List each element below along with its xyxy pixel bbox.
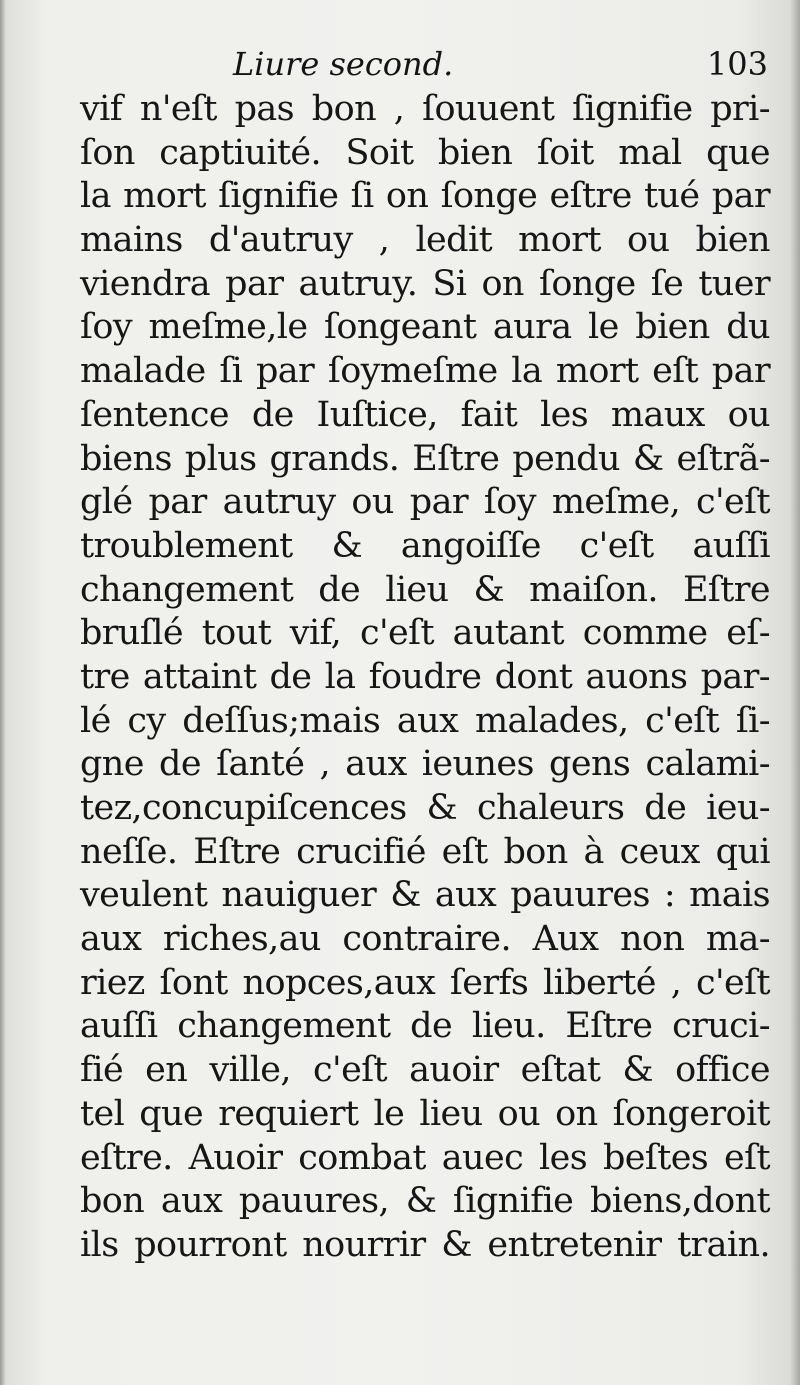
text-line: malade ſi par ſoymeſme la mort eſt par — [80, 351, 770, 392]
page-number: 103 — [706, 45, 768, 83]
text-line: riez ſont nopces,aux ſerfs liberté , c'eſt — [80, 962, 770, 1003]
text-line: ſoy meſme,le ſongeant aura le bien du — [80, 307, 770, 348]
text-line: biens plus grands. Eſtre pendu & eſtrã- — [80, 438, 770, 479]
text-line: fié en ville, c'eſt auoir eſtat & office — [80, 1050, 770, 1091]
page-edge-right — [790, 0, 800, 1385]
text-line: ils pourront nourrir & entretenir train. — [80, 1224, 770, 1265]
text-line: bruſlé tout vif, c'eſt autant comme eſ- — [80, 613, 770, 654]
text-line: lé cy deſſus;mais aux malades, c'eſt ſi- — [80, 700, 770, 741]
text-line: la mort ſignifie ſi on ſonge eſtre tué par — [80, 176, 770, 217]
text-line: tel que requiert le lieu ou on ſongeroit — [80, 1093, 770, 1134]
text-line: auſſi changement de lieu. Eſtre cruci- — [80, 1006, 770, 1047]
running-title: Liure second. — [233, 45, 454, 83]
text-line: troublement & angoiſſe c'eſt auſſi — [80, 525, 770, 566]
text-line: veulent nauiguer & aux pauures : mais — [80, 875, 770, 916]
text-line: changement de lieu & maiſon. Eſtre — [80, 569, 770, 610]
page-edge-left — [0, 0, 6, 1385]
text-line: mains d'autruy , ledit mort ou bien — [80, 220, 770, 261]
text-line: neſſe. Eſtre crucifié eſt bon à ceux qui — [80, 831, 770, 872]
text-line: eſtre. Auoir combat auec les beſtes eſt — [80, 1137, 770, 1178]
text-line: ſon captiuité. Soit bien ſoit mal que — [80, 132, 770, 173]
text-line: tez,concupiſcences & chaleurs de ieu- — [80, 788, 770, 828]
body-text — [80, 88, 770, 1268]
text-line: viendra par autruy. Si on ſonge ſe tuer — [80, 263, 770, 304]
text-line: gne de ſanté , aux ieunes gens calami- — [80, 744, 770, 785]
page-header — [78, 42, 768, 86]
text-line: ſentence de Iuſtice, fait les maux ou — [80, 394, 770, 435]
text-line: aux riches,au contraire. Aux non ma- — [80, 919, 770, 960]
text-line: glé par autruy ou par ſoy meſme, c'eſt — [80, 482, 770, 523]
text-line: tre attaint de la foudre dont auons par- — [80, 656, 770, 697]
text-line: vif n'eſt pas bon , ſouuent ſignifie pri- — [80, 89, 770, 129]
text-line: bon aux pauures, & ſignifie biens,dont — [80, 1181, 770, 1222]
